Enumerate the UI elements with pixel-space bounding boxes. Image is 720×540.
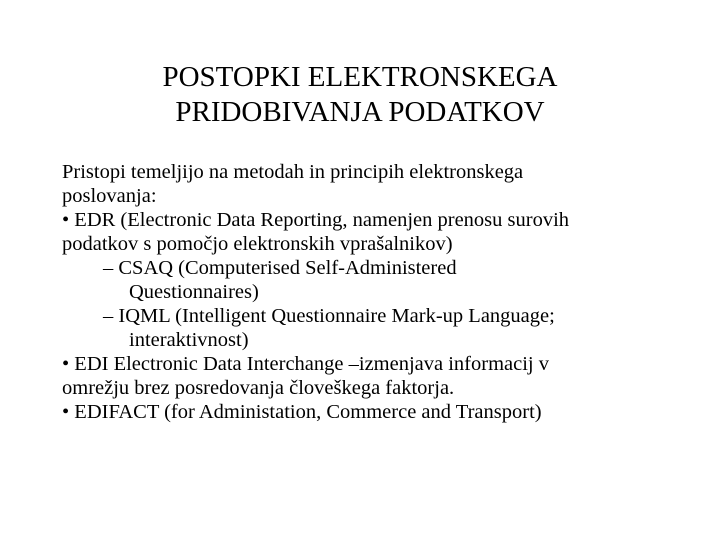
sub-bullet-csaq-continuation: Questionnaires) xyxy=(129,281,259,303)
title-line-1: POSTOPKI ELEKTRONSKEGA xyxy=(162,61,558,93)
sub-bullet-csaq: – CSAQ (Computerised Self-Administered xyxy=(103,257,457,279)
sub-bullet-iqml-continuation: interaktivnost) xyxy=(129,329,249,351)
sub-bullet-iqml: – IQML (Intelligent Questionnaire Mark-up Language; xyxy=(103,305,555,327)
body-text-line: poslovanja: xyxy=(62,185,157,207)
bullet-edi: • EDI Electronic Data Interchange –izmenjava informacij v xyxy=(62,353,549,375)
body-text-line: Pristopi temeljijo na metodah in principih elektronskega xyxy=(62,161,524,183)
slide-body xyxy=(62,160,702,424)
slide-title xyxy=(60,60,660,130)
bullet-edi-continuation: omrežju brez posredovanja človeškega faktorja. xyxy=(62,377,455,399)
title-line-2: PRIDOBIVANJA PODATKOV xyxy=(175,96,545,128)
bullet-edifact: • EDIFACT (for Administation, Commerce and Transport) xyxy=(62,401,542,423)
bullet-edr: • EDR (Electronic Data Reporting, namenjen prenosu surovih xyxy=(62,209,570,231)
bullet-edr-continuation: podatkov s pomočjo elektronskih vprašalnikov) xyxy=(62,233,453,255)
